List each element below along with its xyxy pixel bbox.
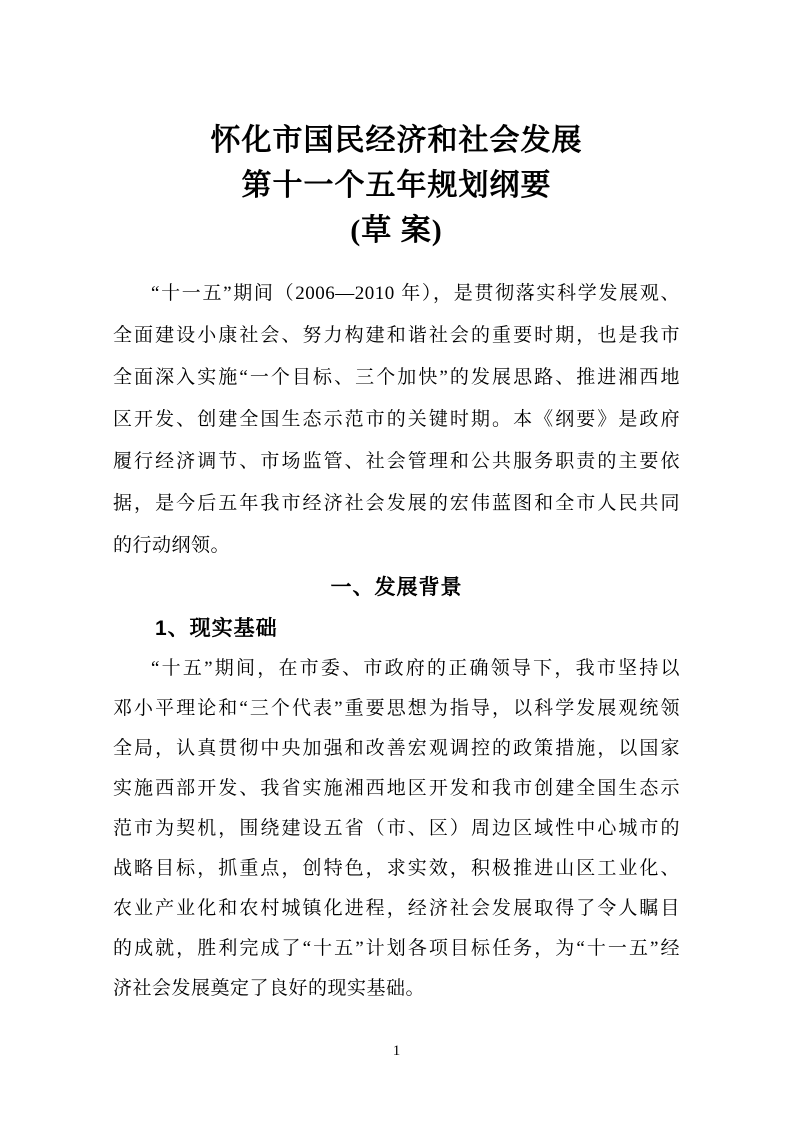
text-line: 怀化市国民经济和社会发展: [210, 124, 583, 157]
text-line: 范市为契机，围绕建设五省（市、区）周边区域性中心城市的: [113, 818, 680, 839]
text-line: 战略目标，抓重点，创特色，求实效，积极推进山区工业化、: [113, 858, 680, 879]
text-line: (草 案): [350, 214, 443, 247]
text-line: 全面建设小康社会、努力构建和谐社会的重要时期，也是我市: [113, 325, 680, 346]
text-line: 据，是今后五年我市经济社会发展的宏伟蓝图和全市人民共同: [113, 493, 680, 514]
text-line: 农业产业化和农村城镇化进程，经济社会发展取得了令人瞩目: [113, 898, 680, 919]
text-line: “十一五”期间（2006—2010 年），是贯彻落实科学发展观、: [151, 283, 680, 304]
text-line: 履行经济调节、市场监管、社会管理和公共服务职责的主要依: [113, 451, 680, 472]
text-line: 的成就，胜利完成了“十五”计划各项目标任务，为“十一五”经: [113, 938, 680, 959]
page-content: [113, 0, 680, 1009]
section-heading: 一、发展背景: [330, 576, 463, 599]
text-line: 实施西部开发、我省实施湘西地区开发和我市创建全国生态示: [113, 778, 680, 799]
text-line: 济社会发展奠定了良好的现实基础。: [113, 978, 426, 999]
text-line: 全面深入实施“一个目标、三个加快”的发展思路、推进湘西地: [113, 367, 680, 388]
subsection-heading: 1、现实基础: [155, 617, 278, 640]
text-line: 的行动纲领。: [113, 535, 231, 556]
document-title: [113, 118, 680, 253]
body-paragraph: [113, 649, 680, 1009]
intro-paragraph: [113, 273, 680, 567]
text-line: 全局，认真贯彻中央加强和改善宏观调控的政策措施，以国家: [113, 738, 680, 759]
text-line: 区开发、创建全国生态示范市的关键时期。本《纲要》是政府: [113, 409, 680, 430]
text-line: 邓小平理论和“三个代表”重要思想为指导，以科学发展观统领: [113, 698, 680, 719]
text-line: 第十一个五年规划纲要: [241, 169, 552, 202]
page-number: 1: [392, 1043, 401, 1059]
text-line: “十五”期间，在市委、市政府的正确领导下，我市坚持以: [151, 658, 680, 679]
